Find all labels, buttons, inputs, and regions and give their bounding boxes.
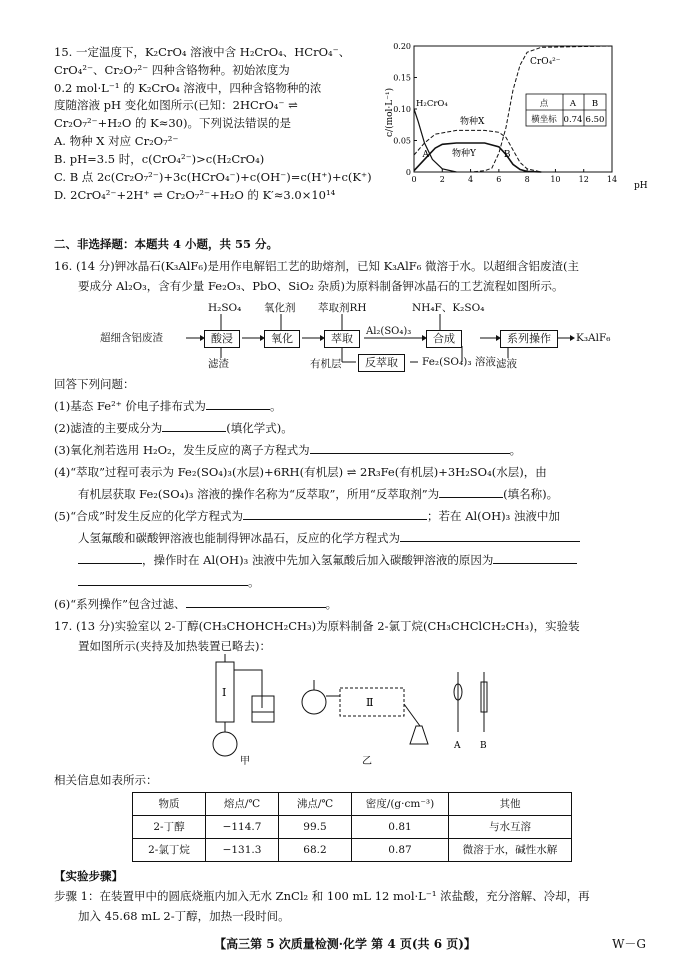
flow-box-acid-leach: 酸浸: [204, 330, 240, 348]
apparatus-label-jia: 甲: [240, 756, 250, 767]
answer-blank[interactable]: [310, 442, 510, 454]
flow-reagent: 氧化剂: [264, 302, 296, 314]
q16-sub5-text3: ，操作时在 Al(OH)₃ 浊液中先加入氢氟酸后加入碳酸钾溶液的原因为: [142, 553, 494, 567]
q16-sub5-text: (5)“合成”时发生反应的化学方程式为: [54, 509, 244, 523]
table-header: 密度/(g·cm⁻³): [352, 793, 449, 816]
q17-line: 置如图所示(夹持及加热装置已略去)：: [78, 639, 271, 653]
q16-sub3-text: (3)氧化剂若选用 H₂O₂，发生反应的离子方程式为: [54, 443, 310, 457]
process-flow-diagram: [100, 298, 660, 374]
x-tick-label: 2: [439, 175, 445, 184]
y-tick-label: 0.05: [393, 136, 411, 146]
q16-sub6: (6)“系列操作”包含过滤、 。: [54, 597, 338, 611]
q16-sub5-cont3: 。: [78, 574, 650, 592]
point-table: [526, 94, 606, 126]
q16-sub2: [54, 420, 650, 438]
apparatus-label-yi: 乙: [362, 756, 372, 767]
x-tick-label: 0: [411, 175, 417, 184]
table-row: [133, 839, 572, 862]
q15-option-c: C. B 点 2c(Cr₂O₇²⁻)+3c(HCrO₄⁻)+c(OH⁻)=c(H⁺)+c(K⁺): [54, 169, 372, 184]
series-label-cro4: CrO₄²⁻: [530, 57, 561, 67]
point-label-B: B: [503, 150, 511, 161]
apparatus-label-1: Ⅰ: [222, 686, 227, 699]
property-table: [132, 792, 572, 862]
point-table-header: A: [569, 99, 577, 109]
apparatus-label-a: A: [454, 741, 461, 751]
q16-sub1-text: (1)基态 Fe²⁺ 价电子排布式为: [54, 399, 206, 413]
table-header: 物质: [133, 793, 206, 816]
flow-organic-layer: 有机层: [310, 358, 342, 370]
q17-line: 17. (13 分)实验室以 2-丁醇(CH₃CHOHCH₂CH₃)为原料制备 2-氯丁烷(CH₃CHClCH₂CH₃)，实验装: [54, 619, 580, 633]
series-label-x: 物种X: [460, 117, 485, 127]
table-header: 熔点/℃: [206, 793, 279, 816]
table-cell: 微溶于水，碱性水解: [449, 839, 572, 862]
page-footer: 【高三第 5 次质量检测·化学 第 4 页(共 6 页)】: [214, 937, 476, 951]
q15-line: 度随溶液 pH 变化如图所示(已知：2HCrO₄⁻ ⇌: [54, 98, 298, 113]
q15-option-b: B. pH=3.5 时，c(CrO₄²⁻)>c(H₂CrO₄): [54, 151, 265, 166]
y-tick-label: 0: [405, 168, 411, 177]
table-cell: 0.87: [352, 839, 449, 862]
table-row: [133, 816, 572, 839]
q15-line: CrO₄²⁻、Cr₂O₇²⁻ 四种含铬物种。初始浓度为: [54, 62, 290, 77]
table-cell: −114.7: [206, 816, 279, 839]
table-cell: 68.2: [279, 839, 352, 862]
answer-blank[interactable]: [162, 420, 226, 432]
q17-table-intro: 相关信息如表所示：: [54, 773, 158, 787]
table-cell: 与水互溶: [449, 816, 572, 839]
q15-line: Cr₂O₇²⁻+H₂O 的 K≈30)。下列说法错误的是: [54, 116, 291, 131]
answer-blank[interactable]: [243, 508, 427, 520]
q16-sub1-tail: 。: [269, 399, 282, 413]
q16-sub3: [54, 442, 650, 460]
table-cell: 0.81: [352, 816, 449, 839]
series-line-2: [414, 143, 541, 172]
steps-title: 【实验步骤】: [54, 869, 123, 883]
flow-box-extraction: 萃取: [324, 330, 360, 348]
flow-reagent: H₂SO₄: [208, 302, 242, 314]
point-table-cell: 横坐标: [531, 115, 557, 125]
answer-blank[interactable]: [206, 398, 270, 410]
q16-sub2-tail: (填化学式)。: [226, 421, 293, 435]
q16-sub5-cont2: [78, 552, 650, 570]
q16-sub5: [54, 508, 650, 526]
answer-blank[interactable]: [186, 596, 326, 608]
x-tick-label: 10: [550, 175, 561, 184]
species-chart: [384, 38, 654, 198]
point-table-cell: 0.74: [563, 115, 583, 125]
y-tick-label: 0.10: [393, 105, 411, 114]
q16-intro: 回答下列问题：: [54, 377, 135, 391]
q16-sub4-cont: [78, 486, 650, 504]
point-label-A: A: [422, 150, 429, 161]
point-table-header: 点: [539, 99, 549, 109]
q15-option-d: D. 2CrO₄²⁻+2H⁺ ⇌ Cr₂O₇²⁻+H₂O 的 K′≈3.0×10¹⁴: [54, 187, 336, 202]
series-label-y: 物种Y: [452, 149, 476, 159]
page-code: W－G: [612, 937, 646, 951]
q16-sub5-tail: ；若在 Al(OH)₃ 浊液中加: [427, 509, 560, 523]
answer-blank[interactable]: [78, 574, 248, 586]
q16-sub1: [54, 398, 650, 416]
table-header: 沸点/℃: [279, 793, 352, 816]
x-tick-label: 8: [524, 175, 530, 184]
answer-blank[interactable]: [400, 530, 580, 542]
q16-sub4: (4)“萃取”过程可表示为 Fe₂(SO₄)₃(水层)+6RH(有机层) ⇌ 2R₃Fe(有机层)+3H₂SO₄(水层)，由: [54, 465, 547, 479]
point-table-cell: 6.50: [585, 115, 605, 125]
flow-intermediate: Al₂(SO₄)₃: [366, 326, 412, 337]
q15-option-a: A. 物种 X 对应 Cr₂O₇²⁻: [54, 134, 179, 149]
q16-line: 16. (14 分)钾冰晶石(K₃AlF₆)是用作电解铝工艺的助熔剂，已知 K₃AlF₆ 微溶于水。以超细含铝废渣(主: [54, 259, 580, 273]
q15-stem: [54, 44, 384, 204]
flow-box-back-extraction: 反萃取: [358, 354, 405, 372]
series-line-0: [414, 109, 456, 172]
q16-sub3-tail: 。: [509, 443, 522, 457]
answer-blank[interactable]: [439, 486, 503, 498]
q16-sub6-text: (6)“系列操作”包含过滤、: [54, 597, 186, 611]
step1-line: 加入 45.68 mL 2-丁醇，加热一段时间。: [78, 909, 290, 923]
q16-sub5-cont: [78, 530, 650, 548]
q16-line: 要成分 Al₂O₃，含有少量 Fe₂O₃、PbO、SiO₂ 杂质)为原料制备钾冰晶石的工艺流程如图所示。: [78, 279, 564, 293]
flow-fe-solution: Fe₂(SO₄)₃ 溶液: [422, 356, 496, 368]
flow-reagent: 萃取剂RH: [318, 302, 367, 314]
table-cell: −131.3: [206, 839, 279, 862]
x-tick-label: 6: [496, 175, 502, 184]
y-tick-label: 0.20: [393, 42, 411, 51]
flow-box-series-ops: 系列操作: [500, 330, 558, 348]
q16-sub4-text: 有机层获取 Fe₂(SO₄)₃ 溶液的操作名称为“反萃取”，所用“反萃取剂”为: [78, 487, 440, 501]
apparatus-label-b: B: [480, 741, 487, 751]
y-tick-label: 0.15: [393, 73, 411, 83]
point-table-header: B: [591, 99, 599, 109]
section-heading: 二、非选择题：本题共 4 小题，共 55 分。: [54, 237, 279, 251]
apparatus-diagram: [200, 652, 500, 768]
flow-box-synthesis: 合成: [426, 330, 462, 348]
answer-blank[interactable]: [78, 552, 142, 564]
q16-sub5-text2: 人氢氟酸和碳酸钾溶液也能制得钾冰晶石，反应的化学方程式为: [78, 531, 400, 545]
series-label-h2cro4: H₂CrO₄: [416, 99, 448, 109]
flow-start: 超细含铝废渣: [100, 332, 163, 344]
x-tick-label: 14: [606, 175, 618, 184]
table-cell: 99.5: [279, 816, 352, 839]
x-tick-label: 12: [578, 175, 589, 184]
q16-sub2-text: (2)滤渣的主要成分为: [54, 421, 163, 435]
flow-product: K₃AlF₆: [576, 332, 611, 344]
flow-box-oxidation: 氧化: [264, 330, 300, 348]
q15-line: 15. 一定温度下，K₂CrO₄ 溶液中含 H₂CrO₄、HCrO₄⁻、: [54, 45, 351, 59]
step1-line: 步骤 1：在装置甲中的圆底烧瓶内加入无水 ZnCl₂ 和 100 mL 12 mol·L⁻¹ 浓盐酸，充分溶解、冷却，再: [54, 889, 590, 903]
apparatus-label-2: Ⅱ: [366, 696, 374, 709]
table-cell: 2-氯丁烷: [133, 839, 206, 862]
table-header-row: [133, 793, 572, 816]
x-tick-label: 4: [468, 175, 474, 184]
x-axis-label: pH: [634, 181, 648, 191]
q16-sub4-tail: (填名称)。: [503, 487, 559, 501]
flow-reagent: NH₄F、K₂SO₄: [412, 302, 485, 314]
table-header: 其他: [449, 793, 572, 816]
table-cell: 2-丁醇: [133, 816, 206, 839]
flow-residue: 滤渣: [208, 358, 229, 370]
q15-line: 0.2 mol·L⁻¹ 的 K₂CrO₄ 溶液中，四种含铬物种的浓: [54, 80, 322, 95]
answer-blank[interactable]: [493, 552, 577, 564]
y-axis-label: c/(mol·L⁻¹): [385, 87, 395, 137]
flow-filtrate: 滤液: [496, 358, 517, 370]
